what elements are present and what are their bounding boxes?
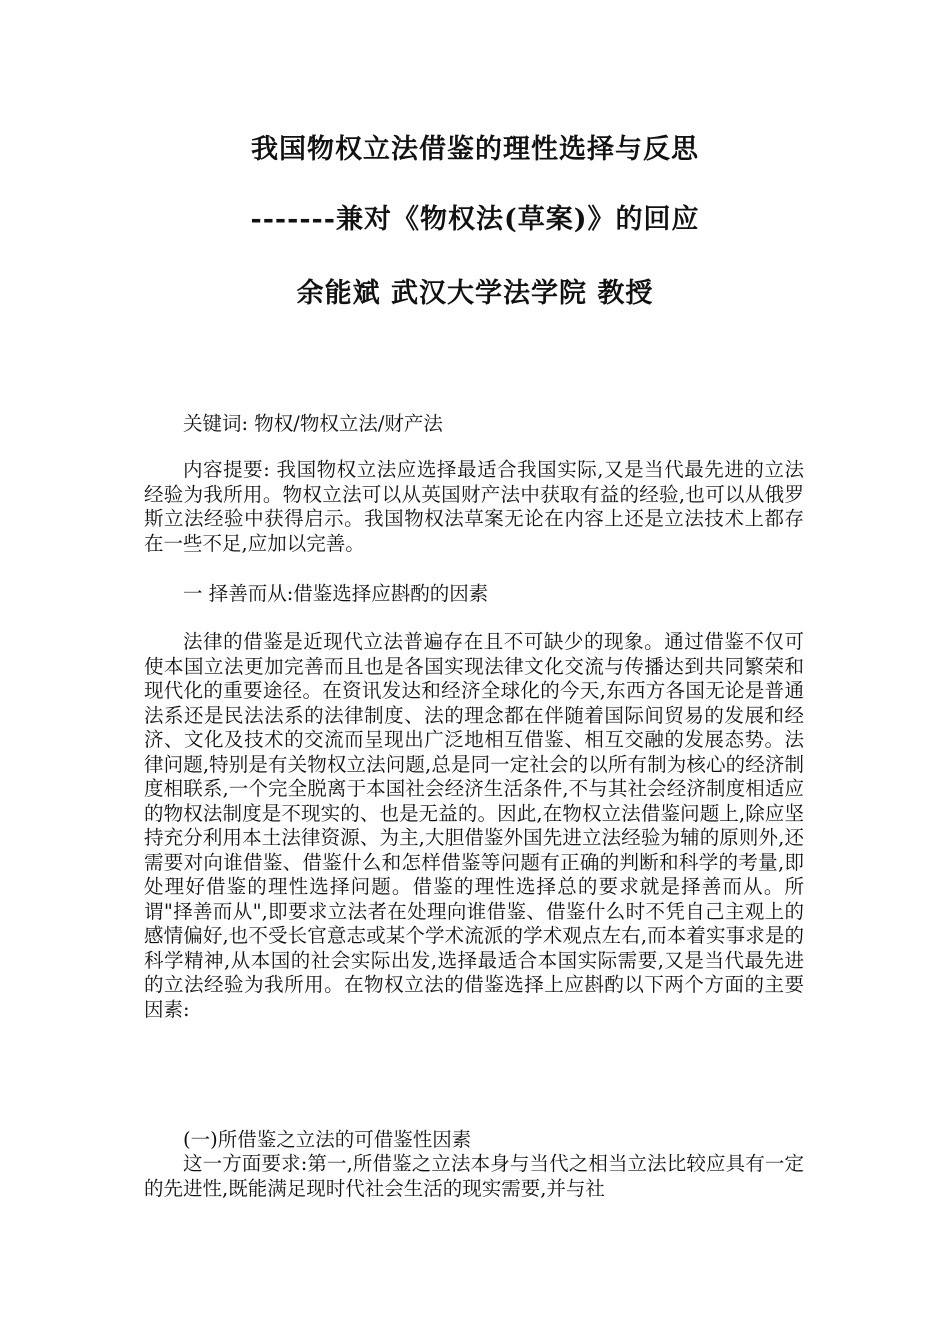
section-body-block [144,630,804,1022]
abstract-block [144,458,804,556]
keywords: 关键词: 物权/物权立法/财产法 [183,412,443,435]
section-heading-block [144,582,804,607]
subsection-1-paragraph: 这一方面要求:第一,所借鉴之立法本身与当代之相当立法比较应具有一定的先进性,既能满足现时代社会生活的现实需要,并与社 [144,1152,804,1200]
document-subtitle: -------兼对《物权法(草案)》的回应 [250,204,700,235]
subsection-heading-block [144,1128,804,1153]
section-1-paragraph: 法律的借鉴是近现代立法普遍存在且不可缺少的现象。通过借鉴不仅可使本国立法更加完善而且也是各国实现法律文化交流与传播达到共同繁荣和现代化的重要途径。在资讯发达和经济全球化的今天,东西方各国无论是普通法系还是民法法系的法律制度、法的理念都在伴随着国际间贸易的发展和经济、文化及技术的交流而呈现出广泛地相互借鉴、相互交融的发展态势。法律问题,特别是有关物权立法问题,总是同一定社会的以所有制为核心的经济制度相联系,一个完全脱离于本国社会经济生活条件,不与其社会经济制度相适应的物权法制度是不现实的、也是无益的。因此,在物权立法借鉴问题上,除应坚持充分利用本土法律资源、为主,大胆借鉴外国先进立法经验为辅的原则外,还需要对向谁借鉴、借鉴什么和怎样借鉴等问题有正确的判断和科学的考量,即处理好借鉴的理性选择问题。借鉴的理性选择总的要求就是择善而从。所谓"择善而从",即要求立法者在处理向谁借鉴、借鉴什么时不凭自己主观上的感情偏好,也不受长官意志或某个学术流派的学术观点左右,而本着实事求是的科学精神,从本国的社会实际出发,选择最适合本国实际需要,又是当代最先进的立法经验为我所用。在物权立法的借鉴选择上应斟酌以下两个方面的主要因素: [144,630,804,1021]
subsection-1-heading: (一)所借鉴之立法的可借鉴性因素 [183,1128,472,1151]
document-title: 我国物权立法借鉴的理性选择与反思 [251,134,699,165]
author-line: 余能斌 武汉大学法学院 教授 [296,278,654,309]
abstract-paragraph: 内容提要: 我国物权立法应选择最适合我国实际,又是当代最先进的立法经验为我所用。物权立法可以从英国财产法中获取有益的经验,也可以从俄罗斯立法经验中获得启示。我国物权法草案无论在内容上还是立法技术上都存在一些不足,应加以完善。 [144,458,804,555]
subsection-body-block [144,1152,804,1201]
section-1-heading: 一 择善而从:借鉴选择应斟酌的因素 [183,582,489,605]
keywords-block [144,412,804,437]
